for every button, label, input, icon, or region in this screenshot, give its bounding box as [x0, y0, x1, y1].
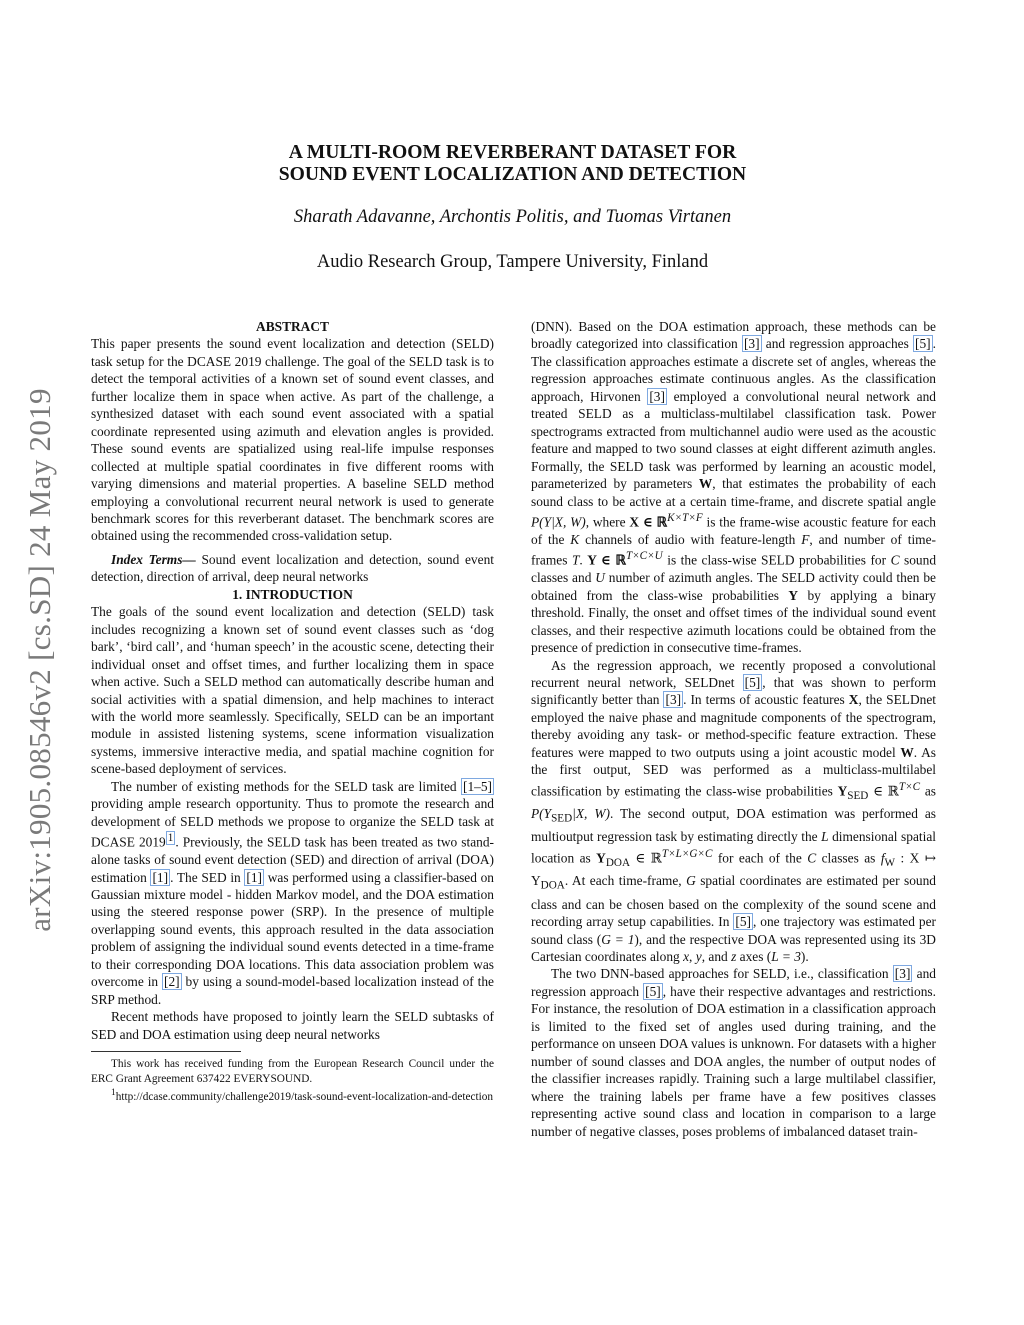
right-paragraph-1: (DNN). Based on the DOA estimation approach, these methods can be broadly categorized into classification [3] and regression approaches [5] . The classification approaches estimate a discrete set of angles, whereas the regression approaches estimate continuous angles. As the classification approach, Hirvonen [3] employed a convolutional neural network and treated SELD as a multiclass-multilabel classification task. Power spectrograms extracted from multichannel audio were used as the acoustic feature and mapped to two sound classes at eight different azimuth angles. Formally, the SELD task was performed by learning an acoustic model, parameterized by parameters W, that estimates the probability of each sound class to be active at a certain time-frame, and discrete spatial angle P(Y|X, W), where X ∈ ℝ$^{K\times T\times F}$ is the frame-wise acoustic feature for each of the K channels of audio with feature-length F, and number of time-frames T. Y ∈ ℝ$^{T\times C\times U}$ is the class-wise SELD probabilities for C sound classes and U number of azimuth angles. The SELD activity could then be obtained from the class-wise probabilities Y by applying a binary threshold. Finally, the onset and offset times of the individual sound event classes, and their respective azimuth locations could be obtained from the presence of prediction in consecutive time-frames. [531, 319, 937, 656]
citation-link[interactable]: [1] [246, 869, 263, 885]
right-paragraph-3: The two DNN-based approaches for SELD, i.e., classification [3] and regression approach [5] , have their respective advantages and restrictions. For instance, the resolution of DOA estimation in a classification approach is limited to the fixed set of angles used during training, and the performance on unseen DOA values is unknown. For datasets with a higher number of sound classes and DOA angles, the number of output nodes of the classifier increases rapidly. Training such a large multilabel classifier, where the training labels per frame have a few positives classes representing active sound class and location in comparison to a large number of negative classes, poses problems of imbalanced dataset train- [531, 966, 936, 1139]
citation-link[interactable]: [5] [744, 675, 761, 690]
url-footnote: $^1$http://dcase.community/challenge2019/task-sound-event-localization-and-detection [111, 1088, 494, 1103]
arxiv-id: arXiv:1905.08546v2 [cs.SD] 24 May 2019 [22, 388, 57, 932]
title-line-1: A MULTI-ROOM REVERBERANT DATASET FOR [288, 142, 737, 163]
index-terms-label: Index Terms— [111, 551, 196, 567]
citation-link[interactable]: [1] [152, 869, 169, 885]
right-column [531, 318, 936, 1140]
citation-link[interactable]: [2] [164, 974, 180, 990]
abstract-heading: ABSTRACT [256, 319, 329, 334]
intro-paragraph-3: Recent methods have proposed to jointly learn the SELD subtasks of SED and DOA estimation using deep neural networks [91, 1009, 494, 1042]
intro-heading: 1. INTRODUCTION [232, 586, 353, 602]
citation-link[interactable]: [3] [743, 336, 760, 352]
abstract-text: This paper presents the sound event localization and detection (SELD) task setup for the DCASE 2019 challenge. The goal of the SELD task is to detect the temporal activities of a known set of sound event classes, and further localize them in space when active. As part of the challenge, a synthesized dataset with each sound event associated with a spatial coordinate represented using azimuth and elevation angles is provided. These sound events are spatialized using real-life impulse responses collected at multiple spatial coordinates in five different rooms with varying dimensions and material properties. A baseline SELD method employing a convolutional recurrent neural network is used to generate benchmark scores for this reverberant dataset. The benchmark scores are obtained using the recommended cross-validation setup. [91, 336, 494, 544]
left-column [91, 318, 494, 1105]
title-line-2: SOUND EVENT LOCALIZATION AND DETECTION [278, 164, 747, 185]
intro-paragraph-1: The goals of the sound event localization and detection (SELD) task includes recognizing a known set of sound event classes such as ‘dog bark’, ‘bird call’, and ‘human speech’ in the acoustic scene, detecting their individual onset and offset times, and further localizing them in space when active. Such a SELD method can automatically describe human and social activities with a spatial dimension, and help machines to interact with the world more seamlessly. Specifically, SELD can be an important module in assisted listening systems, scene information visualization systems, immersive interactive media, and spatial machine cognition for scene-based deployment of services. [91, 604, 494, 777]
index-terms-text: Sound event localization and detection, sound event detection, direction of arrival, deep neural networks [91, 551, 494, 585]
authors: Sharath Adavanne, Archontis Politis, and Tuomas Virtanen [293, 207, 732, 227]
footnote-url[interactable]: http://dcase.community/challenge2019/task-sound-event-localization-and-detection [115, 1091, 494, 1103]
citation-link[interactable]: [5] [645, 983, 661, 999]
right-paragraph-2: As the regression approach, we recently proposed a convolutional recurrent neural network, SELDnet [5] , that was shown to perform significantly better than [3] . In terms of acoustic features X, the SELDnet employed the naive phase and magnitude components of the spectrogram, thereby avoiding any task- or method-specific feature extraction. These features were mapped to two outputs using a joint acoustic model W. As the first output, SED was performed as a multiclass-multilabel classification by estimating the class-wise probabilities $Y_{SED}$ ∈ ℝ$^{T\times C}$ as $P(Y_{SED}|X$, W). The second output, DOA estimation was performed as multioutput regression task by estimating directly the L dimensional spatial location as $Y_{DOA}$ ∈ ℝ$^{T\times L\times G\times C}$ for each of the C classes as $f_W$ : X ↦ $Y_{DOA}$. At each time-frame, G spatial coordinates are estimated per sound class and can be chosen based on the complexity of the sound scene and recording array setup capabilities. In [5] , one trajectory was estimated per sound class (G = 1), and the respective DOA was represented using its 3D Cartesian coordinates along x, y, and z axes (L = 3). [531, 657, 937, 964]
citation-link[interactable]: [1–5] [462, 778, 492, 794]
citation-link[interactable]: [5] [735, 914, 751, 930]
arxiv-watermark [20, 345, 60, 975]
paper-title [180, 142, 845, 186]
citation-link[interactable]: [3] [665, 692, 682, 708]
intro-paragraph-2: The number of existing methods for the SELD task are limited [1–5] providing ample research opportunity. Thus to promote the research and development of SELD methods we propose to organize the SELD task at DCASE 2019 $^1$ . Previously, the SELD task has been treated as two stand-alone tasks of sound event detection (SED) and direction of arrival (DOA) estimation [1] . The SED in [1] was performed using a classifier-based on Gaussian mixture model - hidden Markov model, and the DOA estimation using the steered response power (SRP). In the presence of multiple overlapping sound events, this approach resulted in the data association problem of assigning the individual sound events detected in a time-frame to their corresponding DOA locations. This data association problem was overcome in [2] by using a sound-model-based localization instead of the SRP method. [91, 778, 494, 1007]
footnote-rule [91, 1051, 241, 1052]
footnote-link[interactable]: 1 [167, 832, 174, 845]
index-terms [91, 551, 494, 586]
citation-link[interactable]: [5] [915, 336, 931, 352]
funding-footnote: This work has received funding from the European Research Council under the ERC Grant Agreement 637422 EVERYSOUND. [91, 1058, 494, 1085]
citation-link[interactable]: [3] [894, 966, 911, 982]
affiliation: Audio Research Group, Tampere University, Finland [316, 252, 709, 272]
citation-link[interactable]: [3] [649, 388, 665, 404]
